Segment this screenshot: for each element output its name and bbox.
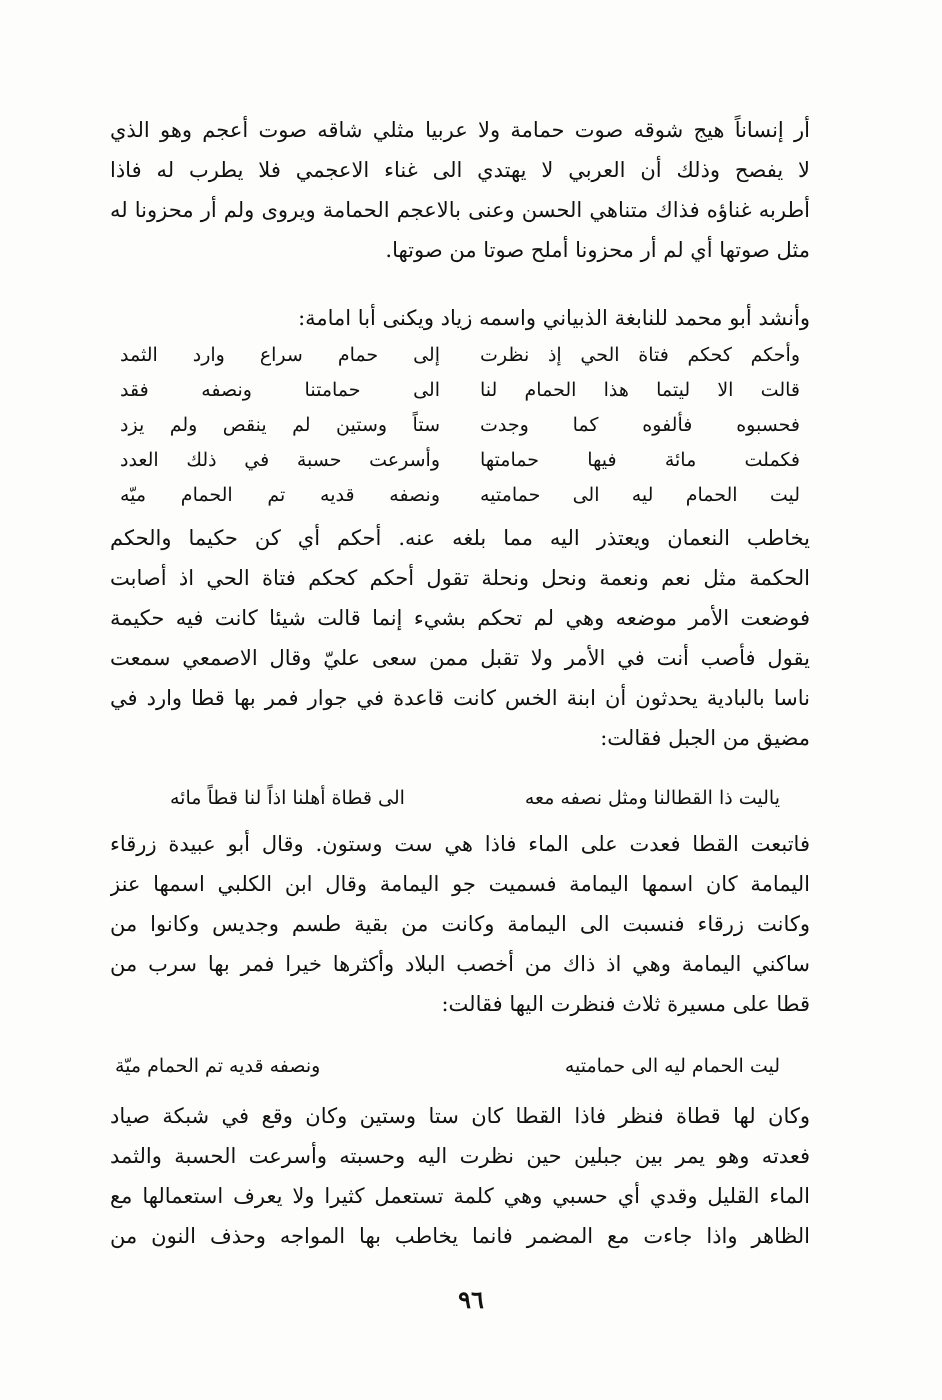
text-line: قطا على مسيرة ثلاث فنظرت اليها فقالت: bbox=[441, 992, 810, 1016]
hemistich-right: ياليت ذا القطالنا ومثل نصفه معه bbox=[524, 787, 780, 809]
text-line: مثل صوتها أي لم أر محزونا أملح صوتا من صوتها. bbox=[385, 238, 810, 262]
text-line: فاتبعت القطا فعدت على الماء فاذا هي ست وستون. وقال أبو عبيدة زرقاء bbox=[110, 832, 810, 856]
text-line: يخاطب النعمان ويعتذر اليه مما بلغه عنه. أحكم أي كن حكيما والحكم bbox=[110, 526, 810, 550]
hemistich-right: ليت الحمام ليه الى حمامتيه bbox=[564, 1055, 780, 1077]
text-line: الحكمة مثل نعم ونعمة ونحل ونحلة تقول أحكم كحكم فتاة الحي اذ أصابت bbox=[110, 566, 810, 590]
text-line: مضيق من الجبل فقالت: bbox=[600, 726, 810, 750]
text-line: وكانت زرقاء فنسبت الى اليمامة وكانت من بقية طسم وجديس وكانوا من bbox=[110, 912, 810, 936]
verse-2 bbox=[170, 778, 780, 818]
text-line: فوضعت الأمر موضعه وهي لم تحكم بشيء إنما قالت شيئا كانت فيه حكيمة bbox=[110, 606, 810, 630]
hemistich-left: ستاً وستين لم ينقص ولم يزد bbox=[120, 414, 440, 436]
couplet bbox=[120, 478, 800, 513]
text-line: ساكني اليمامة وهي اذ ذاك من أخصب البلاد وأكثرها خيرا فمر بها سرب من bbox=[110, 952, 810, 976]
text-line: لا يفصح وذلك أن العربي لا يهتدي الى غناء الاعجمي فلا يطرب له فاذا bbox=[110, 158, 810, 182]
text-line: أطربه غناؤه فذاك متناهي الحسن وعنى بالاعجم الحمامة ويروى ولم أر محزونا له bbox=[110, 198, 810, 222]
hemistich-left: الى حمامتنا ونصفه فقد bbox=[120, 379, 440, 401]
paragraph-1 bbox=[110, 110, 810, 270]
page-number: ٩٦ bbox=[458, 1285, 484, 1314]
hemistich-left: الى قطاة أهلنا اذاً لنا قطاً مائه bbox=[170, 787, 405, 809]
intro-line: وأنشد أبو محمد للنابغة الذبياني واسمه زياد ويكنى أبا امامة: bbox=[298, 306, 810, 330]
hemistich-right: فكملت مائة فيها حمامتها bbox=[480, 449, 800, 471]
verse-3 bbox=[115, 1046, 780, 1086]
paragraph-2 bbox=[110, 518, 810, 758]
poem-intro bbox=[130, 300, 810, 336]
text-line: ناسا بالبادية يحدثون أن ابنة الخس كانت قاعدة في جوار فمر بها قطا وارد في bbox=[110, 686, 810, 710]
poem-1 bbox=[120, 338, 800, 513]
couplet bbox=[120, 443, 800, 478]
couplet bbox=[120, 408, 800, 443]
couplet bbox=[120, 373, 800, 408]
hemistich-right: ليت الحمام ليه الى حمامتيه bbox=[480, 484, 800, 506]
hemistich-left: وأسرعت حسبة في ذلك العدد bbox=[120, 449, 440, 471]
paragraph-3 bbox=[110, 824, 810, 1024]
text-line: اليمامة كان اسمها اليمامة فسميت جو اليمامة وقال ابن الكلبي اسمها عنز bbox=[110, 872, 810, 896]
text-line: يقول فأصب أنت في الأمر ولا تقبل ممن سعى عليّ وقال الاصمعي سمعت bbox=[110, 646, 810, 670]
text-line: الماء القليل وقدي أي حسبي وهي كلمة تستعمل كثيرا ولا يعرف استعمالها مع bbox=[110, 1184, 810, 1208]
couplet bbox=[120, 338, 800, 373]
hemistich-left: ونصفه قديه تم الحمام ميّه bbox=[120, 484, 440, 506]
paragraph-4 bbox=[110, 1096, 810, 1256]
text-line: الظاهر واذا جاءت مع المضمر فانما يخاطب بها المواجه وحذف النون من bbox=[110, 1224, 810, 1248]
hemistich-right: فحسبوه فألفوه كما وجدت bbox=[480, 414, 800, 436]
text-line: فعدته وهو يمر بين جبلين حين نظرت اليه وحسبته وأسرعت الحسبة والثمد bbox=[110, 1144, 810, 1168]
text-line: أر إنساناً هيج شوقه صوت حمامة ولا عربيا مثلي شاقه صوت أعجم وهو الذي bbox=[110, 118, 810, 142]
hemistich-left: إلى حمام سراع وارد الثمد bbox=[120, 344, 440, 366]
hemistich-left: ونصفه قديه تم الحمام ميّة bbox=[115, 1055, 321, 1077]
text-line: وكان لها قطاة فنظر فاذا القطا كان ستا وستين وكان وقع في شبكة صياد bbox=[110, 1104, 810, 1128]
hemistich-right: وأحكم كحكم فتاة الحي إذ نظرت bbox=[480, 344, 800, 366]
hemistich-right: قالت الا ليتما هذا الحمام لنا bbox=[480, 379, 800, 401]
